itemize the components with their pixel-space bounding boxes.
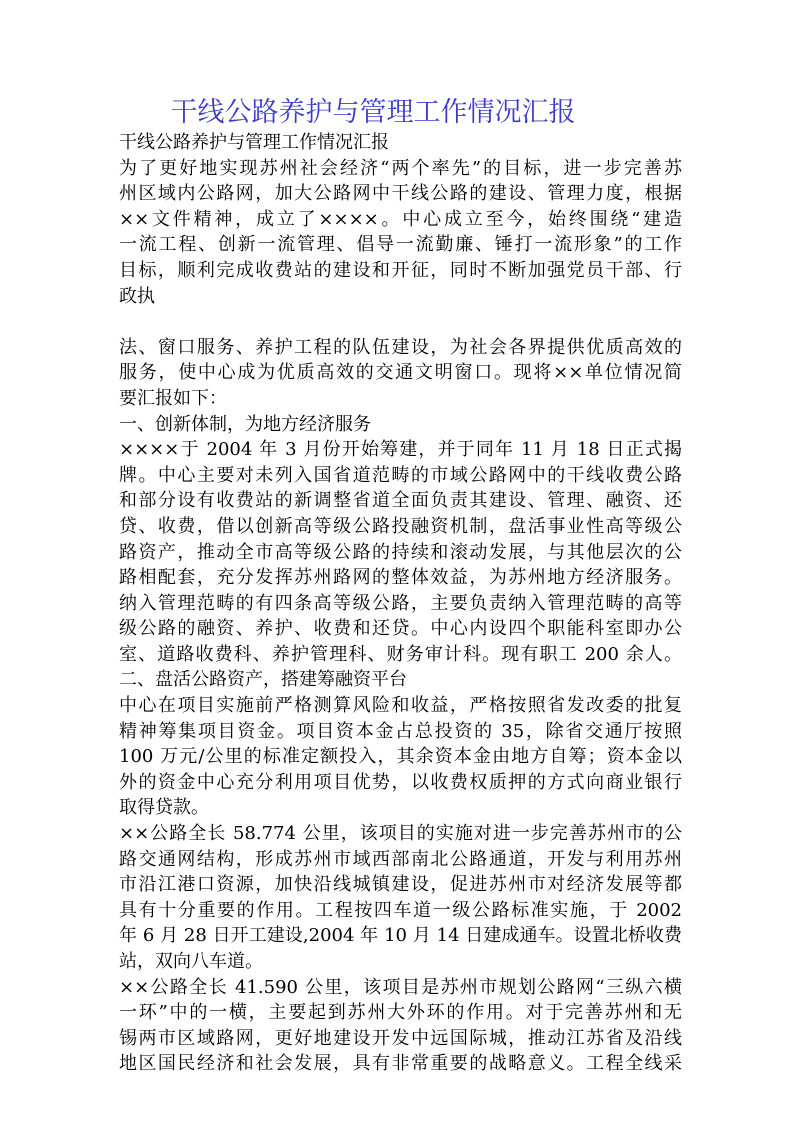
document-body <box>119 130 682 1077</box>
text-line: 纳入管理范畴的有四条高等级公路，主要负责纳入管理范畴的高等 <box>119 592 682 614</box>
text-line: 地区国民经济和社会发展，具有非常重要的战略意义。工程全线采 <box>119 1053 682 1075</box>
text-line: 取得贷款。 <box>119 797 209 819</box>
text-line: ××××于 2004 年 3 月份开始筹建，并于同年 11 月 18 日正式揭 <box>119 439 682 461</box>
text-line: 和部分设有收费站的新调整省道全面负责其建设、管理、融资、还 <box>119 490 682 512</box>
text-line: 路相配套，充分发挥苏州路网的整体效益，为苏州地方经济服务。 <box>119 567 682 589</box>
text-line: 路交通网结构，形成苏州市域西部南北公路通道，开发与利用苏州 <box>119 848 682 870</box>
text-line: 年 6 月 28 日开工建设,2004 年 10 月 14 日建成通车。设置北桥收费 <box>119 925 682 947</box>
document-title: 干线公路养护与管理工作情况汇报 <box>170 97 576 128</box>
text-line: 为了更好地实现苏州社会经济“两个率先”的目标，进一步完善苏 <box>119 157 682 179</box>
text-line: 服务，使中心成为优质高效的交通文明窗口。现将××单位情况简 <box>119 362 682 384</box>
text-line: 一、创新体制，为地方经济服务 <box>119 413 371 435</box>
text-line: 牌。中心主要对未列入国省道范畴的市域公路网中的干线收费公路 <box>119 464 682 486</box>
text-line: 外的资金中心充分利用项目优势，以收费权质押的方式向商业银行 <box>119 771 682 793</box>
text-line: 贷、收费，借以创新高等级公路投融资机制，盘活事业性高等级公 <box>119 515 682 537</box>
text-line: 二、盘活公路资产，搭建筹融资平台 <box>119 669 407 691</box>
text-line: 一流工程、创新一流管理、倡导一流勤廉、锤打一流形象”的工作 <box>119 234 682 256</box>
text-line: 干线公路养护与管理工作情况汇报 <box>119 132 389 153</box>
text-line: 目标，顺利完成收费站的建设和开征，同时不断加强党员干部、行 <box>119 259 682 281</box>
text-line: 政执 <box>119 285 155 307</box>
text-line: ××文件精神，成立了××××。中心成立至今，始终围绕“建造 <box>119 208 682 230</box>
text-line: 要汇报如下： <box>119 387 227 409</box>
text-line: 锡两市区域路网，更好地建设开发中远国际城，推动江苏省及沿线 <box>119 1027 682 1049</box>
text-line: ××公路全长 41.590 公里，该项目是苏州市规划公路网“三纵六横 <box>119 976 682 998</box>
text-line: 一环”中的一横，主要起到苏州大外环的作用。对于完善苏州和无 <box>119 1002 682 1024</box>
text-line: 中心在项目实施前严格测算风险和收益，严格按照省发改委的批复 <box>119 695 682 717</box>
text-line: 级公路的融资、养护、收费和还贷。中心内设四个职能科室即办公 <box>119 618 682 640</box>
text-line: 法、窗口服务、养护工程的队伍建设，为社会各界提供优质高效的 <box>119 336 682 358</box>
text-line: 路资产，推动全市高等级公路的持续和滚动发展，与其他层次的公 <box>119 541 682 563</box>
text-line: 具有十分重要的作用。工程按四车道一级公路标准实施，于 2002 <box>119 899 682 921</box>
text-line: 精神筹集项目资金。项目资本金占总投资的 35，除省交通厅按照 <box>119 720 682 742</box>
text-line: ××公路全长 58.774 公里，该项目的实施对进一步完善苏州市的公 <box>119 823 682 845</box>
text-line: 室、道路收费科、养护管理科、财务审计科。现有职工 200 余人。 <box>119 643 682 665</box>
text-line <box>119 309 682 335</box>
text-line: 市沿江港口资源，加快沿线城镇建设，促进苏州市对经济发展等都 <box>119 874 682 896</box>
text-line: 站，双向八车道。 <box>119 951 263 972</box>
text-line: 100 万元/公里的标准定额投入，其余资本金由地方自筹；资本金以 <box>119 746 682 768</box>
text-line: 州区域内公路网，加大公路网中干线公路的建设、管理力度，根据 <box>119 183 682 205</box>
